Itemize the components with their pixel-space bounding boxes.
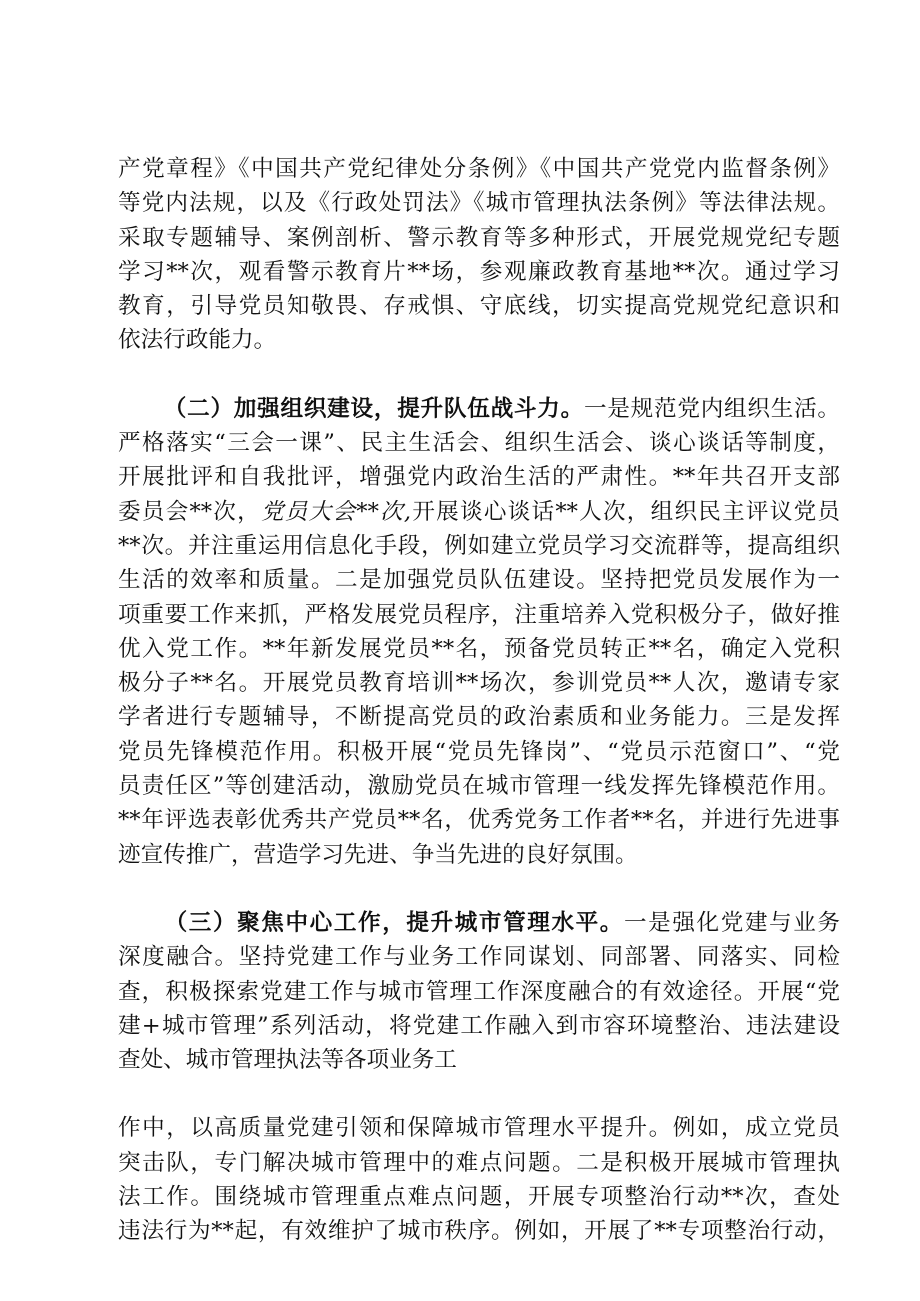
text-line — [118, 392, 840, 426]
text-line: 项重要工作来抓，严格发展党员程序，注重培养入党积极分子，做好推 — [118, 601, 840, 628]
text-line: 查处、城市管理执法等各项业务工 — [118, 1047, 457, 1074]
text-line: 等党内法规，以及《行政处罚法》《城市管理执法条例》等法律法规。 — [118, 190, 840, 217]
text-line: 深度融合。坚持党建工作与业务工作同谋划、同部署、同落实、同检 — [118, 944, 840, 971]
text-line: 教育，引导党员知敬畏、存戒惧、守底线，切实提高党规党纪意识和 — [118, 293, 840, 320]
text-line: 极分子**名。开展党员教育培训**场次，参训党员**人次，邀请专家 — [118, 670, 840, 697]
text-line: 建+城市管理”系列活动，将党建工作融入到市容环境整治、违法建设 — [118, 1012, 840, 1039]
text-line: 学者进行专题辅导，不断提高党员的政治素质和业务能力。三是发挥 — [118, 704, 840, 731]
text-fragment: 一是强化党建与业务 — [623, 909, 841, 936]
text-fragment: 委员会**次， — [118, 498, 261, 525]
text-line: 学习**次，观看警示教育片**场，参观廉政教育基地**次。通过学习 — [118, 258, 840, 285]
paragraph-organization-building — [118, 392, 840, 872]
text-line: **年评选表彰优秀共产党员**名，优秀党务工作者**名，并进行先进事 — [118, 807, 840, 834]
text-line: 开展批评和自我批评，增强党内政治生活的严肃性。**年共召开支部 — [118, 464, 840, 491]
text-line: 产党章程》《中国共产党纪律处分条例》《中国共产党党内监督条例》 — [118, 156, 840, 182]
paragraph-law-enforcement — [118, 1111, 840, 1248]
text-line: 法工作。围绕城市管理重点难点问题，开展专项整治行动**次，查处 — [118, 1184, 840, 1211]
text-line: 员责任区”等创建活动，激励党员在城市管理一线发挥先锋模范作用。 — [118, 773, 840, 800]
text-line: 优入党工作。**年新发展党员**名，预备党员转正**名，确定入党积 — [118, 635, 840, 662]
text-line: 依法行政能力。 — [118, 327, 277, 354]
text-line: 突击队，专门解决城市管理中的难点问题。二是积极开展城市管理执 — [118, 1149, 840, 1176]
text-line: 迹宣传推广，营造学习先进、争当先进的良好氛围。 — [118, 841, 638, 868]
section-heading: （二）加强组织建设，提升队伍战斗力。 — [163, 395, 584, 422]
text-line: 生活的效率和质量。二是加强党员队伍建设。坚持把党员发展作为一 — [118, 567, 840, 594]
paragraph-gap — [118, 872, 840, 906]
text-line: 采取专题辅导、案例剖析、警示教育等多种形式，开展党规党纪专题 — [118, 224, 840, 251]
paragraph-party-rules-study — [118, 152, 840, 358]
paragraph-gap — [118, 358, 840, 392]
text-line: 作中，以高质量党建引领和保障城市管理水平提升。例如，成立党员 — [118, 1115, 840, 1142]
text-line — [118, 495, 840, 529]
text-line: 严格落实“三会一课”、民主生活会、组织生活会、谈心谈话等制度， — [118, 430, 840, 457]
text-line: **次。并注重运用信息化手段，例如建立党员学习交流群等，提高组织 — [118, 532, 840, 559]
text-line — [118, 906, 840, 940]
paragraph-gap — [118, 1077, 840, 1111]
paragraph-central-work — [118, 906, 840, 1077]
text-line: 违法行为**起，有效维护了城市秩序。例如，开展了**专项整治行动， — [118, 1218, 840, 1245]
document-page — [118, 152, 840, 1249]
text-line: 查，积极探索党建工作与城市管理工作深度融合的有效途径。开展“党 — [118, 978, 840, 1005]
text-line: 党员先锋模范作用。积极开展“党员先锋岗”、“党员示范窗口”、“党 — [118, 738, 840, 765]
text-fragment: 一是规范党内组织生活。 — [583, 395, 841, 422]
section-heading: （三）聚焦中心工作，提升城市管理水平。 — [163, 909, 624, 936]
text-fragment: 开展谈心谈话**人次，组织民主评议党员 — [411, 498, 841, 525]
italic-fragment: 党员大会**次, — [260, 498, 412, 525]
